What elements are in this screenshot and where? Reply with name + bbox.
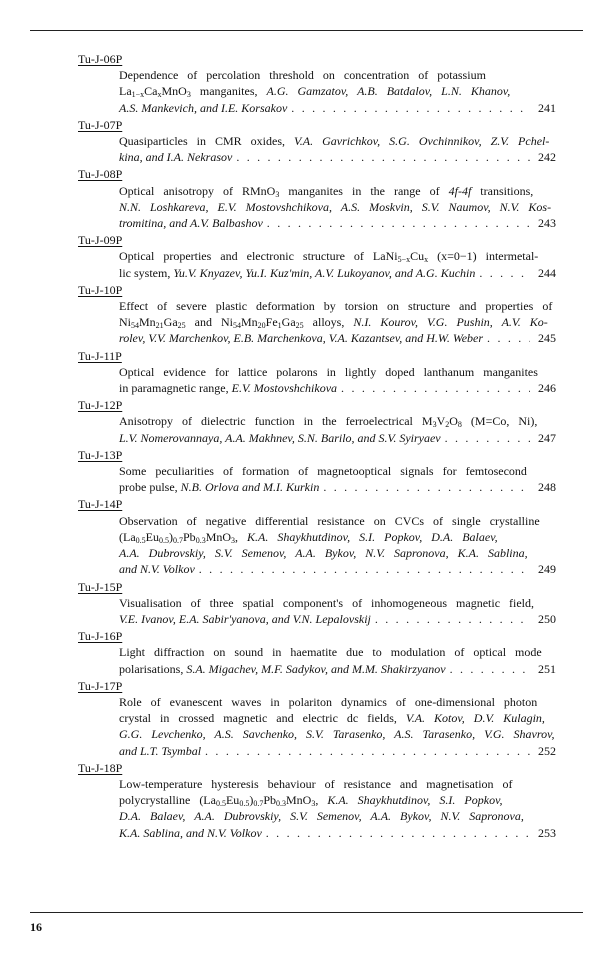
title-text: Fe: [265, 315, 278, 330]
author-names: A.G. Gamzatov, A.B. Batdalov, L.N. Khanov,: [266, 84, 511, 99]
author-names: N.N. Loshkareva, E.V. Mostovshchikova, A.S. Moskvin, S.V. Naumov, N.V. Kos-: [119, 199, 552, 214]
dot-leader: [323, 479, 530, 495]
subscript: 3: [311, 799, 316, 809]
entry-line: [119, 364, 556, 380]
session-code: Tu-J-16P: [78, 629, 123, 644]
author-names: V.A. Gavrichkov, S.G. Ovchinnikov, Z.V. Pchel-: [293, 134, 550, 149]
subscript: x: [157, 90, 162, 100]
author-names: tromitina, and A.V. Balbashov: [119, 216, 263, 231]
page-ref: 245: [538, 331, 556, 346]
author-names: A.A. Dubrovskiy, S.V. Semenov, A.A. Bykov, N.V. Sapronova, K.A. Sablina,: [119, 546, 528, 561]
bottom-rule: [30, 912, 583, 913]
entry-line: [119, 776, 556, 792]
toc-entry: [78, 678, 556, 759]
entry-text: [119, 694, 556, 759]
dot-leader: [267, 215, 530, 231]
title-text: Ga: [163, 315, 178, 330]
entry-line: [119, 380, 556, 396]
session-code: Tu-J-11P: [78, 348, 122, 363]
author-names: D.A. Balaev, A.A. Dubrovskiy, S.V. Semenov, A.A. Bykov, N.V. Sapronova,: [119, 809, 524, 824]
title-text: Eu: [225, 793, 240, 808]
entry-text: [119, 364, 556, 396]
author-names: rolev, V.V. Marchenkov, E.B. Marchenkova, V.A. Kazantsev, and H.W. Weber: [119, 331, 484, 346]
entry-line: [119, 430, 556, 446]
entry-text: [119, 776, 556, 841]
author-names: E.V. Mostovshchikova: [231, 381, 338, 396]
entry-line: [119, 67, 556, 83]
subscript: 0.5: [159, 535, 169, 545]
dot-leader: [236, 149, 530, 165]
title-text: MnO: [286, 793, 312, 808]
title-text: Ni: [119, 315, 131, 330]
dot-leader: [450, 661, 530, 677]
toc-entry: [78, 232, 556, 281]
title-text: manganites in the range of: [279, 183, 449, 198]
page-ref: 250: [538, 611, 556, 626]
title-text: probe pulse,: [119, 480, 181, 495]
subscript: 2: [445, 420, 450, 430]
author-names: K.A. Shaykhutdinov, S.I. Popkov, D.A. Balaev,: [247, 529, 498, 544]
subscript: 3: [432, 420, 437, 430]
entry-line: [119, 199, 556, 215]
title-text: (M=Co, Ni),: [461, 414, 538, 429]
author-names: G.G. Levchenko, A.S. Savchenko, S.V. Tarasenko, A.S. Tarasenko, V.G. Shavrov,: [119, 727, 555, 742]
entry-line: [119, 661, 556, 677]
subscript: 0.3: [276, 799, 286, 809]
author-names: kina, and I.A. Nekrasov: [119, 150, 233, 165]
toc-entry: [78, 348, 556, 397]
entry-line: [119, 298, 556, 314]
entry-line: [119, 595, 556, 611]
dot-leader: [479, 265, 530, 281]
title-text: V: [436, 414, 446, 429]
entry-line: [119, 792, 556, 808]
page-ref: 242: [538, 150, 556, 165]
table-of-contents: [78, 51, 556, 842]
entry-text: [119, 463, 556, 495]
author-names: V.E. Ivanov, E.A. Sabir'yanova, and V.N. Lepalovskij: [119, 611, 371, 626]
session-code: Tu-J-08P: [78, 167, 123, 182]
title-text: Pb: [263, 793, 276, 808]
entry-line: [119, 100, 556, 116]
top-rule: [30, 30, 583, 31]
entry-line: [119, 513, 556, 529]
author-names: and L.T. Tsymbal: [119, 743, 202, 758]
author-names: Yu.V. Knyazev, Yu.I. Kuz'min, A.V. Lukoyanov, and A.G. Kuchin: [173, 265, 476, 280]
title-text: Low-temperature hysteresis behaviour of resistance and magnetisation of: [119, 776, 513, 791]
title-text: Visualisation of three spatial component's of inhomogeneous magnetic field,: [119, 595, 535, 610]
title-text: Pb: [183, 529, 196, 544]
entry-line: [119, 808, 556, 824]
subscript: 3: [231, 535, 236, 545]
subscript: 3: [186, 90, 191, 100]
entry-line: [119, 133, 556, 149]
page-ref: 246: [538, 381, 556, 396]
entry-line: [119, 561, 556, 577]
entry-line: [119, 479, 556, 495]
entry-line: [119, 330, 556, 346]
subscript: 0.5: [239, 799, 250, 809]
entry-text: [119, 248, 556, 280]
title-text: crystal in crossed magnetic and electric dc fields,: [119, 711, 406, 726]
session-code: Tu-J-10P: [78, 282, 123, 297]
dot-leader: [445, 430, 530, 446]
session-code: Tu-J-13P: [78, 447, 123, 462]
session-code: Tu-J-07P: [78, 117, 123, 132]
author-names: S.A. Migachev, M.F. Sadykov, and M.M. Shakirzyanov: [186, 661, 446, 676]
toc-entry: [78, 51, 556, 116]
title-text: Optical properties and electronic structure of LaNi: [119, 249, 398, 264]
entry-line: [119, 694, 556, 710]
author-names: 4f-4f: [448, 183, 472, 198]
page-ref: 244: [538, 265, 556, 280]
author-names: N.I. Kourov, V.G. Pushin, A.V. Ko-: [353, 315, 548, 330]
author-names: L.V. Nomerovannaya, A.A. Makhnev, S.N. Barilo, and S.V. Syiryaev: [119, 430, 441, 445]
title-text: manganites,: [190, 84, 267, 99]
session-code: Tu-J-15P: [78, 579, 123, 594]
entry-line: [119, 743, 556, 759]
subscript: x: [424, 255, 429, 265]
title-text: MnO: [161, 84, 187, 99]
entry-line: [119, 710, 556, 726]
title-text: transitions,: [471, 183, 534, 198]
title-text: O: [449, 414, 458, 429]
author-names: N.B. Orlova and M.I. Kurkin: [180, 480, 320, 495]
author-names: A.S. Mankevich, and I.E. Korsakov: [119, 100, 288, 115]
page-number: 16: [30, 920, 42, 934]
entry-line: [119, 611, 556, 627]
session-code: Tu-J-06P: [78, 52, 123, 66]
subscript: 1−x: [131, 90, 145, 100]
title-text: Anisotropy of dielectric function in the ferroelectrical M: [119, 414, 433, 429]
subscript: 0.5: [135, 535, 146, 545]
title-text: (x=0−1) intermetal-: [428, 249, 539, 264]
entry-line: [119, 149, 556, 165]
subscript: 5−x: [397, 255, 411, 265]
title-text: and Ni: [185, 315, 233, 330]
session-code: Tu-J-18P: [78, 760, 123, 775]
entry-text: [119, 413, 556, 445]
title-text: ,: [315, 793, 328, 808]
dot-leader: [375, 611, 530, 627]
title-text: (La: [119, 529, 136, 544]
toc-entry: [78, 397, 556, 446]
author-names: and N.V. Volkov: [119, 562, 195, 577]
title-text: polycrystalline (La: [119, 793, 216, 808]
title-text: MnO: [205, 529, 232, 544]
toc-entry: [78, 760, 556, 841]
entry-line: [119, 825, 556, 841]
toc-entry: [78, 117, 556, 166]
subscript: 20: [257, 321, 266, 331]
entry-line: [119, 463, 556, 479]
page-ref: 253: [538, 825, 556, 840]
toc-entry: [78, 282, 556, 347]
title-text: Ca: [144, 84, 158, 99]
entry-line: [119, 644, 556, 660]
author-names: K.A. Sablina, and N.V. Volkov: [119, 825, 262, 840]
dot-leader: [487, 330, 530, 346]
title-text: Optical evidence for lattice polarons in lightly doped lanthanum manganites: [119, 364, 538, 379]
title-text: Role of evanescent waves in polariton dynamics of one-dimensional photon: [119, 694, 538, 709]
subscript: 54: [131, 321, 139, 331]
entry-text: [119, 298, 556, 347]
entry-line: [119, 545, 556, 561]
subscript: 25: [177, 321, 186, 331]
session-code: Tu-J-12P: [78, 398, 123, 413]
dot-leader: [205, 743, 530, 759]
entry-line: [119, 183, 556, 199]
title-text: Eu: [145, 529, 159, 544]
title-text: Ga: [281, 315, 296, 330]
dot-leader: [341, 380, 530, 396]
entry-line: [119, 726, 556, 742]
session-code: Tu-J-17P: [78, 678, 123, 693]
title-text: ): [249, 793, 254, 808]
entry-line: [119, 83, 556, 99]
page-ref: 243: [538, 216, 556, 231]
entry-line: [119, 265, 556, 281]
entry-text: [119, 644, 556, 676]
dot-leader: [266, 825, 530, 841]
title-text: lic system,: [119, 265, 174, 280]
entry-line: [119, 413, 556, 429]
subscript: 21: [155, 321, 164, 331]
page-ref: 247: [538, 430, 556, 445]
toc-entry: [78, 447, 556, 496]
title-text: polarisations,: [119, 661, 187, 676]
title-text: Mn: [241, 315, 258, 330]
subscript: 54: [233, 321, 241, 331]
title-text: Dependence of percolation threshold on concentration of potassium: [119, 68, 486, 83]
toc-entry: [78, 579, 556, 628]
title-text: Mn: [139, 315, 156, 330]
subscript: 3: [275, 189, 280, 199]
title-text: ): [169, 529, 173, 544]
toc-entry: [78, 166, 556, 231]
dot-leader: [291, 100, 530, 116]
entry-text: [119, 67, 556, 116]
entry-line: [119, 314, 556, 330]
entry-text: [119, 513, 556, 578]
title-text: Cu: [410, 249, 425, 264]
author-names: K.A. Shaykhutdinov, S.I. Popkov,: [327, 793, 503, 808]
page-ref: 252: [538, 743, 556, 758]
title-text: Effect of severe plastic deformation by torsion on structure and properties of: [119, 299, 553, 314]
subscript: 25: [295, 321, 304, 331]
subscript: 0.7: [173, 535, 183, 545]
entry-text: [119, 595, 556, 627]
subscript: 8: [457, 420, 462, 430]
page-ref: 248: [538, 480, 556, 495]
session-code: Tu-J-09P: [78, 233, 123, 248]
entry-line: [119, 248, 556, 264]
author-names: V.A. Kotov, D.V. Kulagin,: [405, 711, 545, 726]
entry-text: [119, 183, 556, 232]
title-text: Observation of negative differential resistance on CVCs of single crystalline: [119, 513, 540, 528]
title-text: Some peculiarities of formation of magnetooptical signals for femtosecond: [119, 464, 527, 479]
page-ref: 251: [538, 661, 556, 676]
subscript: 1: [277, 321, 282, 331]
entry-line: [119, 529, 556, 545]
title-text: alloys,: [303, 315, 354, 330]
subscript: 0.7: [253, 799, 264, 809]
entry-text: [119, 133, 556, 165]
title-text: Quasiparticles in CMR oxides,: [119, 134, 294, 149]
title-text: La: [119, 84, 132, 99]
session-code: Tu-J-14P: [78, 497, 123, 512]
toc-entry: [78, 628, 556, 677]
page-ref: 241: [538, 100, 556, 115]
title-text: ,: [235, 529, 248, 544]
entry-line: [119, 215, 556, 231]
toc-entry: [78, 496, 556, 577]
subscript: 0.3: [195, 535, 206, 545]
title-text: Optical anisotropy of RMnO: [119, 183, 276, 198]
subscript: 0.5: [215, 799, 226, 809]
title-text: Light diffraction on sound in haematite due to modulation of optical mode: [119, 645, 542, 660]
title-text: in paramagnetic range,: [119, 381, 232, 396]
page-ref: 249: [538, 562, 556, 577]
dot-leader: [199, 561, 530, 577]
